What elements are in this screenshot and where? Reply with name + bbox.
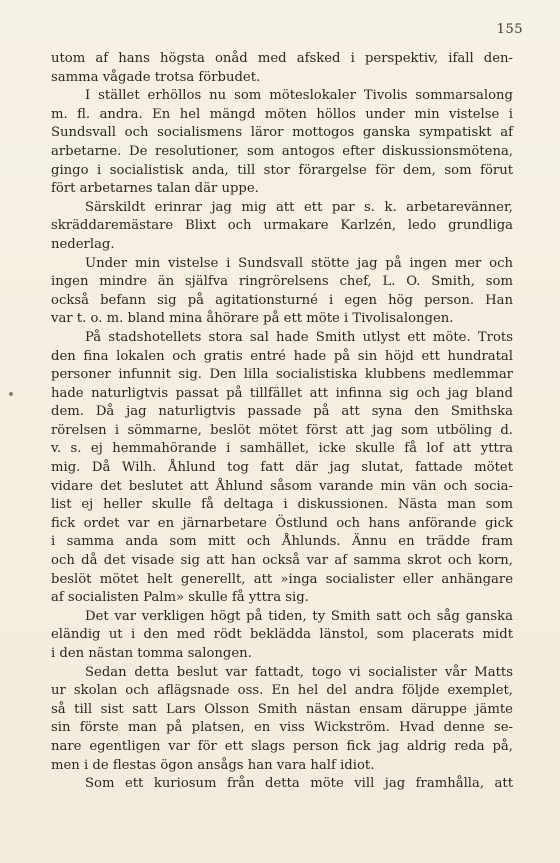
- text-line: var t. o. m. bland mina åhörare på ett möte i Tivolisalongen.: [51, 311, 454, 327]
- text-line: Som ett kuriosum från detta möte vill jag framhålla, att: [85, 776, 513, 792]
- text-line: fick ordet var en järnarbetare Östlund och hans anförande gick: [51, 515, 513, 531]
- text-line: v. s. ej hemmahörande i samhället, icke skulle få lof att yttra: [51, 441, 513, 457]
- text-line: list ej heller skulle få deltaga i diskussionen. Nästa man som: [51, 497, 513, 513]
- text-line: mig. Då Wilh. Åhlund tog fatt där jag slutat, fattade mötet: [51, 460, 513, 476]
- text-line: i den nästan tomma salongen.: [51, 646, 252, 661]
- text-line: den fina lokalen och gratis entré hade på sin höjd ett hundratal: [51, 348, 513, 364]
- text-line: men i de flestas ögon ansågs han vara half idiot.: [51, 757, 375, 773]
- text-line: fört arbetarnes talan där uppe.: [51, 181, 259, 197]
- text-line: ingen mindre än själfva ringrörelsens chef, L. O. Smith, som: [51, 274, 513, 290]
- body-text: [51, 50, 513, 794]
- text-line: hade naturligtvis passat på tillfället att infinna sig och jag bland: [51, 385, 513, 401]
- text-line: så till sist satt Lars Olsson Smith nästan ensam däruppe jämte: [51, 701, 513, 717]
- text-line: Sedan detta beslut var fattadt, togo vi socialister vår Matts: [85, 664, 513, 680]
- text-line: Särskildt erinrar jag mig att ett par s. k. arbetarevänner,: [85, 199, 513, 215]
- text-line: personer infunnit sig. Den lilla socialistiska klubbens medlemmar: [51, 367, 513, 383]
- text-line: dem. Då jag naturligtvis passade på att syna den Smithska: [51, 404, 513, 420]
- text-line: rörelsen i sömmarne, beslöt mötet först att jag som utböling d.: [51, 422, 513, 438]
- text-line: gingo i socialistisk anda, till stor förargelse för dem, som förut: [51, 162, 513, 178]
- text-line: arbetarne. De resolutioner, som antogos efter diskussionsmötena,: [51, 143, 513, 159]
- text-line: utom af hans högsta onåd med afsked i perspektiv, ifall den-: [51, 51, 513, 66]
- text-line: m. fl. andra. En hel mängd möten höllos under min vistelse i: [51, 106, 513, 122]
- text-line: ur skolan och aflägsnade oss. En hel del andra följde exemplet,: [51, 683, 513, 699]
- text-line: I stället erhöllos nu som möteslokaler Tivolis sommarsalong: [85, 88, 513, 104]
- text-line: och då det visade sig att han också var af samma skrot och korn,: [51, 553, 513, 569]
- text-line: också befann sig på agitationsturné i egen hög person. Han: [51, 292, 513, 308]
- text-line: af socialisten Palm» skulle få yttra sig.: [51, 590, 309, 606]
- text-line: Under min vistelse i Sundsvall stötte jag på ingen mer och: [85, 255, 513, 271]
- text-line: eländig ut i den med rödt beklädda länstol, som placerats midt: [51, 627, 513, 643]
- text-line: i samma anda som mitt och Åhlunds. Ännu en trädde fram: [51, 534, 513, 550]
- text-line: nare egentligen var för ett slags person fick jag aldrig reda på,: [51, 738, 513, 754]
- text-line: beslöt mötet helt generellt, att »inga socialister eller anhängare: [51, 571, 513, 587]
- text-line: sin förste man på platsen, en viss Wickström. Hvad denne se-: [51, 720, 513, 736]
- text-line: samma vågade trotsa förbudet.: [51, 69, 261, 85]
- page-number: 155: [496, 22, 523, 37]
- margin-mark: [9, 392, 13, 396]
- text-line: På stadshotellets stora sal hade Smith utlyst ett möte. Trots: [85, 329, 513, 345]
- text-line: nederlag.: [51, 236, 115, 252]
- text-line: vidare det beslutet att Åhlund såsom varande min vän och socia-: [51, 478, 513, 494]
- text-line: Sundsvall och socialismens läror mottogos ganska sympatiskt af: [51, 125, 513, 141]
- text-line: Det var verkligen högt på tiden, ty Smith satt och såg ganska: [85, 608, 513, 624]
- text-line: skräddaremästare Blixt och urmakare Karlzén, ledo grundliga: [51, 218, 513, 234]
